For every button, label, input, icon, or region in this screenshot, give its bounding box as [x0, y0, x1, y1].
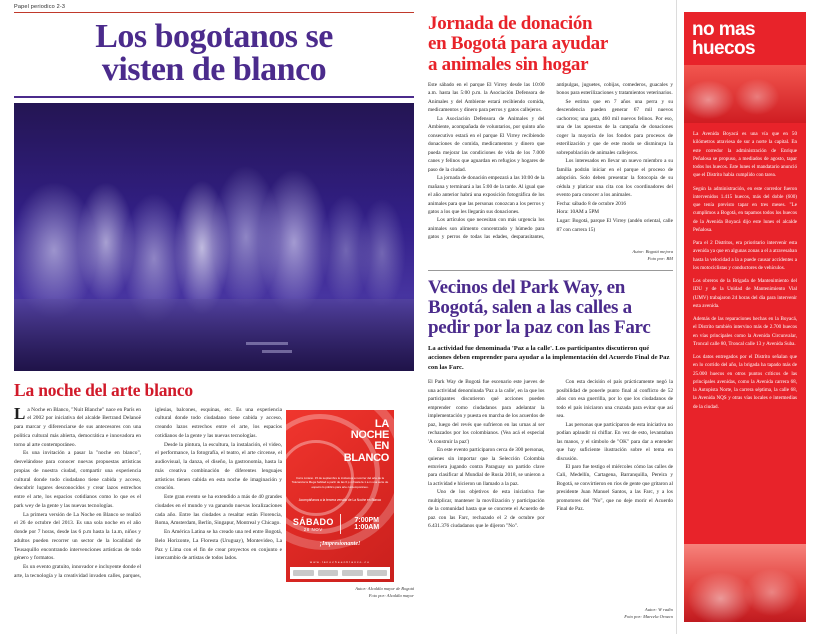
paragraph: La Avenida Boyacá es una vía que en 50 kilómetros atraviesa de sur a norte la capital. En este corredor la administración de Enrique Peñalosa se propuso, a mediados de agosto, tapar todos los huecos. Este lunes el mandatario anunció que el Distrito había cumplido con tarea. [693, 131, 797, 179]
main-headline [14, 20, 414, 87]
hero-photo-ground [14, 299, 414, 371]
left-article-body [14, 403, 282, 581]
hero-photo-streak [262, 350, 292, 353]
center-article-2-credit: Autor: W radio Foto por: Marcela Orozco [624, 607, 673, 619]
event-poster [286, 410, 394, 582]
headline-rule [14, 96, 414, 98]
right-photo-bottom [684, 544, 806, 622]
paragraph: Se estima que en 7 años una perra y su descendencia pueden generar 67 mil nuevos cachorros; una gata, 460 mil nuevos felinos. Por eso, una de las apuestas de la campaña de donaciones coger la mayoría de los fondos para procesos de esterilización y que de este modo se disminuya la sobrepoblación de animales callejeros. [556, 98, 673, 156]
poster-time: 7:00PM 1:00AM [354, 517, 380, 531]
paragraph: Según la administración, en este corredor fueron intervenidos 1.415 huecos, más del doble (600) que tenía previsto tapar en tres meses. "Le cumplimos a Bogotá, en tapamos todos los huecos de la Avenida Boyacá dijo este lunes el alcalde Peñalosa. [693, 185, 797, 233]
poster-url: www.lanocheenblanco.co [309, 560, 371, 564]
paragraph: Este gran evento se ha extendido a más de 40 grandes ciudades en el mundo y va ganando nuevas localizaciones cada año. Entre las ciudades a resaltar están Florencia, Roma, Amsterdam, Berlín, Singapur, Montreal y Chicago. [155, 494, 282, 527]
poster-title: LA NOCHE EN BLANCO [343, 418, 389, 464]
center-article-1-credit: Autor: Bogotá mejora Foto por: BM [632, 248, 673, 261]
center-article-2-deck: La actividad fue denominada 'Paz a la calle'. Los participantes discutieron qué acciones deben emprender para ayudar a la implementación del Acuerdo Final de Paz con las Farc. [428, 344, 670, 371]
dropcap: L [14, 403, 26, 423]
event-date: Fecha: sábado 8 de octubre 2016 [556, 200, 627, 207]
poster-day: SÁBADO 28 NOV [292, 516, 334, 532]
paragraph: Este sábado en el parque El Virrey desde las 10:00 a.m. hasta las 5:00 p.m. la Asociación Defensora de Animales y del Ambiente estará recibiendo comida, medicamentos y dinero para perros y gatos callejeros. [428, 81, 545, 114]
sponsor-logo [318, 570, 339, 576]
event-place: Lugar: Bogotá, parque El Virrey (andén oriental, calle 87 con carrera 15) [556, 218, 673, 234]
right-title-block [684, 12, 806, 58]
sponsor-logo [367, 570, 388, 576]
paragraph: Además de las reparaciones hechas en la Boyacá, el Distrito también intervino más de 2.700 huecos en vías principales como la Avenida Circunvalar, Troncal calle 80, Troncal calle 13 y Avenida Suba. [693, 316, 797, 347]
poster-sponsor-logos [290, 567, 390, 579]
paragraph: En este evento participaron cerca de 300 personas, quienes sin importar que la Selección Colombia estuviera jugando contra Paraguay un partido clave para clasificar al Mundial de Rusia 2018, se unieron a la actividad e hicieron un llamado a la paz. [428, 447, 545, 487]
paragraph: Las personas que participaron de esta iniciativa no podían aplaudir ni chiflar. En vez de esto, levantaban las manos, y el símbolo de "OK" para dar a entender que hay suficiente ilustración sobre el tema en discusión. [556, 421, 673, 462]
paragraph: Los interesados en llevar un nuevo miembro a su familia podrán iniciar en el parque el proceso de adopción. Solo deben presentar la fotocopia de su cédula y platicar una cita con los coordinadores del evento para conocer a los animales. [556, 158, 673, 199]
poster-divider [340, 514, 341, 534]
left-poster-area [286, 410, 414, 620]
center-article-1-headline: Jornada de donación en Bogotá para ayudar a animales sin hogar [428, 13, 609, 75]
paragraph: Es un evento gratuito, innovador e incluyente donde el arte, la tecnología y la creatividad invaden calles, parques, iglesias, balcones, esquinas, etc. Es una experiencia cultural donde todo ciudadano tiene cabida y acceso, creando lazos estrechos entre el arte, los espacios cotidianos de la gente y las nuevas tecnologías. [14, 406, 282, 579]
right-article-body [684, 123, 806, 411]
poster-blurb: Corre Liviano. 15 de septiembre le invitamos a recorrer del arte de la Tolerancia la Mega habitad a partir de las 6 p.m hasta la 1 a.m una serie de espacio lo público para arte contemporáneo. [291, 476, 389, 489]
center-article-2-headline: Vecinos del Park Way, en Bogotá, salen a las calles a pedir por la paz con las Farc [428, 276, 651, 339]
paragraph: Uno de los objetivos de esta iniciativa fue multiplicar, mantener la movilización y participación de la comunidad hasta que se concrete el Acuerdo de paz con las Farc, rechazado el 2 de octubre por 6.431.376 ciudadanos que le dijeron "No". [428, 489, 545, 530]
hero-photo-streak [246, 342, 288, 345]
left-credit: Autor: Alcaldía mayor de Bogotá Foto por: Alcaldía mayor [355, 586, 414, 598]
main-headline-line-2: visten de blanco [101, 51, 327, 89]
sponsor-logo [293, 570, 314, 576]
left-subheadline: La noche del arte blanco [14, 379, 193, 400]
paragraph: En América Latina se ha creado una red entre Bogotá, Belo Horizonte, La Floresta (Uruguay), Montevideo, La Paz y Lima con el fin de crear proyectos en conjunto e intercambio de artistas de todos lados. [155, 529, 282, 562]
paragraph: La Noche en Blanco, "Nuit Blanche" nace en París en el 2002 por iniciativa del alcalde Bertrand Delanoë para marcar y diferenciarse de sus antecesores con una política cultural más abierta, democrática e innovadora en torno al arte contemporáneo. [14, 403, 141, 448]
paragraph: El paro fue testigo el miércoles cómo las calles de Cali, Medellín, Cartagena, Barranquilla, Pereira y Bogotá, se convirtieron en ríos de gente que gritaron al presidente Juan Manuel Santos, a las Farc, y a los promotores del "No", que no deje morir el Acuerdo Final de Paz. [556, 463, 673, 513]
paragraph: Es una invitación a pasar la "noche en blanco", desvelándose para conocer nuevas propuestas artísticas propias de nuestra ciudad, compartir una experiencia cultural donde todo ciudadano tiene cabida y acceso, descubrir lugares desconocidos y crear lazos estrechos entre el arte, los espacios cotidianos como lo que es el park wey de la gente y las nuevas tecnologías. [14, 450, 141, 509]
paragraph: La Asociación Defensora de Animales y del Ambiente, acompañada de voluntarios, por quinto año consecutivo estará en el parque El Virrey recibiendo donaciones de comida, medicamentos y dinero que pueda mejorar las condiciones de vida de los 7.000 canes y felinos que aguardan en refugios y hogares de paso de la ciudad. [428, 115, 545, 173]
main-headline-line-1: Los bogotanos se [95, 18, 333, 55]
right-title: no mas huecos [692, 19, 755, 59]
paragraph: El Park Way de Bogotá fue escenario este jueves de una actividad denominada 'Paz a la calle', en la que los participantes discutieron qué acciones pueden emprender como ciudadanos para adelantar la implementación y puesta en marcha de los acuerdos de paz, luego del revés que sufrieron en las urnas al ser rechazados por los colombianos. (Vea acá el especial 'A construir la paz') [428, 379, 545, 445]
paragraph: Los obreros de la Brigada de Mantenimiento del IDU y de la Unidad de Mantenimiento Vial (UMV) trabajaron 24 horas del día para intervenir esta avenida. [693, 278, 797, 309]
paragraph: Los datos entregados por el Distrito señalan que en lo corrido del año, la brigada ha tapado más de 25.000 huecos en otros puntos críticos de las principales avenidas, como la Avenida carrera 68, la Autopista Norte, la carrera séptima, la calle 68, la Avenida NQS y otras vías locales e intermedias de la ciudad. [693, 354, 797, 410]
masthead [14, 4, 414, 13]
paragraph: La jornada de donación empezará a las 10:00 de la mañana y terminará a las 5:00 de la tarde. Al igual que el año anterior habrá una exposición fotográfica de los animales para que las personas conozcan a los perros y gatos a los que les llegarán sus donaciones. [428, 175, 545, 216]
paragraph: La primera versión de La Noche en Blanco se realizó el 26 de octubre del 2013. Es una sola noche en el año donde por 7 horas, desde las 6 p.m hasta la 1a.m, niños y adultos pueden recorrer un sector de la localidad de Teusaquillo encontrando intervenciones artísticas de todo género y formatos. [14, 511, 141, 562]
center-article-1-body [428, 81, 673, 242]
center-article-2-body [428, 378, 673, 530]
hero-photo [14, 103, 414, 371]
right-photo-top [684, 65, 806, 123]
article-divider [428, 270, 673, 271]
poster-blurb-2: Acompáñanos a la tercera versión de La Noche en Blanco [298, 498, 382, 502]
left-column [14, 18, 414, 598]
masthead-rule [14, 12, 414, 13]
masthead-label: Papel periodico 2-3 [14, 4, 66, 10]
paragraph: Para el 2 Distritos, era prioritario intervenir esta avenida ya que en algunas zonas a el a atravesaban hasta la velocidad a la a puede causar accidentes a los motociclistas y conductores de vehículos. [693, 240, 797, 271]
poster-schedule [292, 514, 388, 534]
paragraph: Con esta decisión el país prácticamente negó la posibilidad de ponerle punto final al conflicto de 52 años con esa guerrilla, por lo que los ciudadanos de todo el país iniciaron una cruzada para evitar que así sea. [556, 379, 673, 420]
event-time: Hora: 10AM a 5PM [556, 209, 600, 216]
paragraph: Desde la pintura, la escultura, la instalación, el video, el performance, la fotografía, el teatro, el arte circense, el audiovisual, la danza, el diseño, la gastronomía, hasta la más creativa combinación de diferentes lenguajes artísticos tienen cabida en esta noche de imaginación y creación. [155, 441, 282, 492]
sponsor-logo [342, 570, 363, 576]
center-column [428, 13, 673, 619]
event-meta [557, 200, 674, 236]
poster-tagline: ¡Impresionante! [319, 541, 361, 547]
right-column [684, 12, 806, 622]
paragraph: Los artículos que necesitan con más urgencia los animales son alimento concentrado y húmedo para gatos y perros de todas las edades, desparasitantes, antipulgas, juguetes, cobijas, comederos, guacales y bonos para esterilizaciones y tratamientos veterinarios. [428, 81, 673, 241]
column-divider [676, 0, 677, 634]
